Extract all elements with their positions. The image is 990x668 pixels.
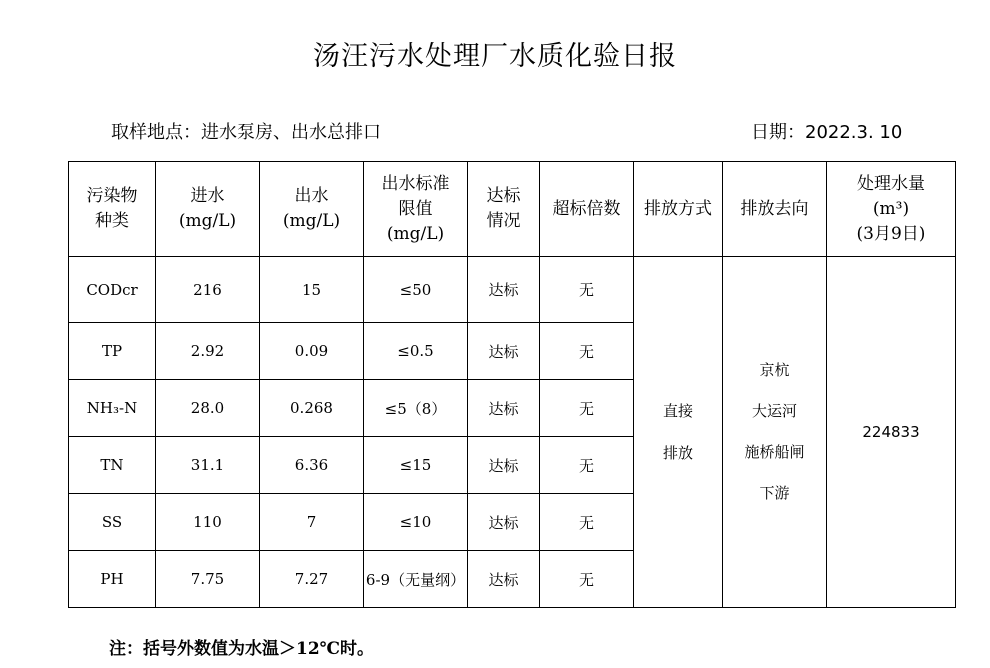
header-pollutant: 污染物 种类 bbox=[69, 162, 156, 257]
sampling-location: 取样地点：进水泵房、出水总排口 bbox=[111, 122, 381, 143]
water-quality-table bbox=[68, 161, 956, 608]
exceed-cell: 无 bbox=[540, 323, 634, 380]
header-outflow: 出水 (mg/L) bbox=[260, 162, 364, 257]
param-cell: TN bbox=[69, 437, 156, 494]
status-cell: 达标 bbox=[468, 494, 540, 551]
header-discharge-dest: 排放去向 bbox=[723, 162, 827, 257]
inflow-cell: 2.92 bbox=[156, 323, 260, 380]
header-volume: 处理水量 (m³) (3月9日) bbox=[827, 162, 956, 257]
exceed-cell: 无 bbox=[540, 380, 634, 437]
report-date: 日期：2022.3. 10 bbox=[751, 122, 903, 143]
inflow-cell: 31.1 bbox=[156, 437, 260, 494]
param-cell: NH₃-N bbox=[69, 380, 156, 437]
outflow-cell: 15 bbox=[260, 257, 364, 323]
header-status: 达标 情况 bbox=[468, 162, 540, 257]
inflow-cell: 28.0 bbox=[156, 380, 260, 437]
limit-cell: ≤15 bbox=[364, 437, 468, 494]
inflow-cell: 7.75 bbox=[156, 551, 260, 608]
param-cell: CODcr bbox=[69, 257, 156, 323]
param-cell: TP bbox=[69, 323, 156, 380]
limit-cell: 6-9（无量纲） bbox=[364, 551, 468, 608]
outflow-cell: 7 bbox=[260, 494, 364, 551]
exceed-cell: 无 bbox=[540, 494, 634, 551]
limit-cell: ≤50 bbox=[364, 257, 468, 323]
status-cell: 达标 bbox=[468, 380, 540, 437]
table-row bbox=[69, 257, 956, 323]
footnote: 注：括号外数值为水温＞12℃时。 bbox=[109, 639, 375, 659]
exceed-cell: 无 bbox=[540, 551, 634, 608]
outflow-cell: 0.268 bbox=[260, 380, 364, 437]
outflow-cell: 7.27 bbox=[260, 551, 364, 608]
inflow-cell: 216 bbox=[156, 257, 260, 323]
discharge-method-cell: 直接 排放 bbox=[634, 257, 723, 608]
report-title: 汤汪污水处理厂水质化验日报 bbox=[313, 41, 677, 72]
header-exceed: 超标倍数 bbox=[540, 162, 634, 257]
status-cell: 达标 bbox=[468, 257, 540, 323]
header-discharge-method: 排放方式 bbox=[634, 162, 723, 257]
status-cell: 达标 bbox=[468, 323, 540, 380]
outflow-cell: 0.09 bbox=[260, 323, 364, 380]
limit-cell: ≤5（8） bbox=[364, 380, 468, 437]
limit-cell: ≤0.5 bbox=[364, 323, 468, 380]
discharge-dest-cell: 京杭 大运河 施桥船闸 下游 bbox=[723, 257, 827, 608]
exceed-cell: 无 bbox=[540, 257, 634, 323]
header-limit: 出水标准 限值 (mg/L) bbox=[364, 162, 468, 257]
status-cell: 达标 bbox=[468, 551, 540, 608]
param-cell: SS bbox=[69, 494, 156, 551]
header-inflow: 进水 (mg/L) bbox=[156, 162, 260, 257]
exceed-cell: 无 bbox=[540, 437, 634, 494]
limit-cell: ≤10 bbox=[364, 494, 468, 551]
volume-cell: 224833 bbox=[827, 257, 956, 608]
inflow-cell: 110 bbox=[156, 494, 260, 551]
status-cell: 达标 bbox=[468, 437, 540, 494]
param-cell: PH bbox=[69, 551, 156, 608]
outflow-cell: 6.36 bbox=[260, 437, 364, 494]
header-row bbox=[69, 162, 956, 257]
